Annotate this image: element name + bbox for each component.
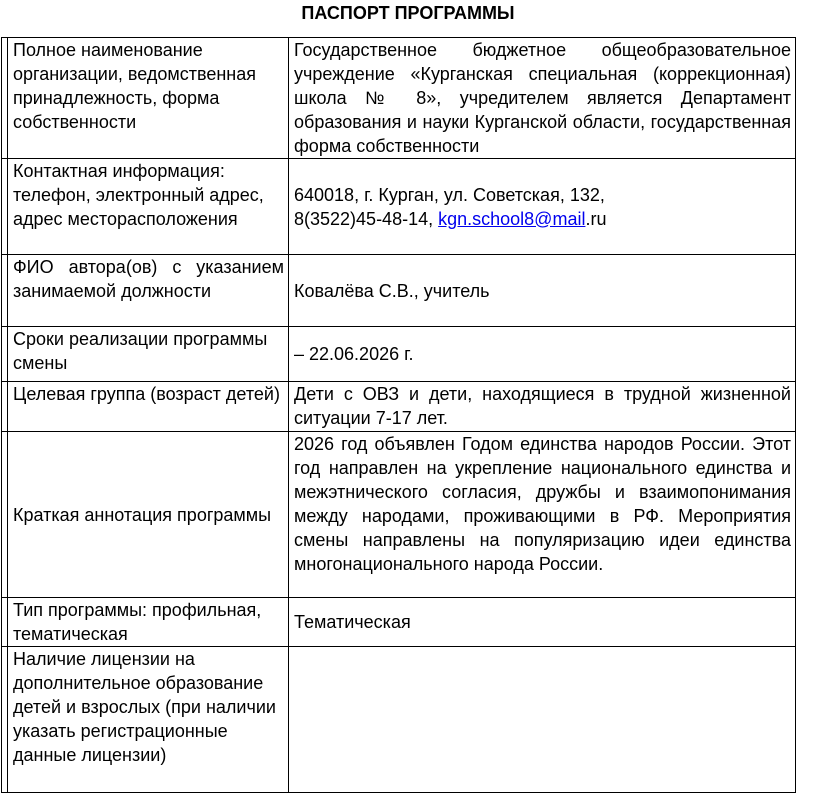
row-label: Краткая аннотация программы (8, 432, 289, 598)
row-value: – 22.06.2026 г. (289, 327, 796, 382)
contact-line (294, 207, 791, 231)
row-value (289, 159, 796, 255)
row-value: Дети с ОВЗ и дети, находящиеся в трудной жизненной ситуации 7-17 лет. (289, 382, 796, 432)
passport-table (1, 37, 796, 793)
table-row (2, 38, 796, 159)
row-value (289, 647, 796, 793)
email-link[interactable]: kgn.school8@mail (438, 208, 586, 229)
row-label: Целевая группа (возраст детей) (8, 382, 289, 432)
table-row (2, 382, 796, 432)
phone-text: 8(3522)45-48-14, (294, 208, 439, 229)
row-value: Государственное бюджетное общеобразовательное учреждение «Курганская специальная (коррекционная) школа № 8», учредителем является Департамент образования и науки Курганской области, государственная форма собственности (289, 38, 796, 159)
table-row (2, 432, 796, 598)
table-row (2, 598, 796, 647)
document-title: ПАСПОРТ ПРОГРАММЫ (301, 3, 515, 23)
row-label: Наличие лицензии на дополнительное образование детей и взрослых (при наличии указать регистрационные данные лицензии) (8, 647, 289, 793)
address-line: 640018, г. Курган, ул. Советская, 132, (294, 184, 605, 205)
table-row (2, 327, 796, 382)
row-value: Тематическая (289, 598, 796, 647)
table-row (2, 647, 796, 793)
table-row (2, 159, 796, 255)
row-label: Сроки реализации программы смены (8, 327, 289, 382)
row-label: Тип программы: профильная, тематическая (8, 598, 289, 647)
table-row (2, 255, 796, 327)
email-tail: .ru (585, 208, 607, 229)
row-label: ФИО автора(ов) с указанием занимаемой должности (8, 255, 289, 327)
row-value: 2026 год объявлен Годом единства народов России. Этот год направлен на укрепление национального единства и межэтнического согласия, дружбы и взаимопонимания между народами, проживающими в РФ. Мероприятия смены направлены на популяризацию идеи единства многонационального народа России. (289, 432, 796, 598)
row-label: Полное наименование организации, ведомственная принадлежность, форма собственности (8, 38, 289, 159)
row-label: Контактная информация: телефон, электронный адрес, адрес месторасположения (8, 159, 289, 255)
row-value: Ковалёва С.В., учитель (289, 255, 796, 327)
